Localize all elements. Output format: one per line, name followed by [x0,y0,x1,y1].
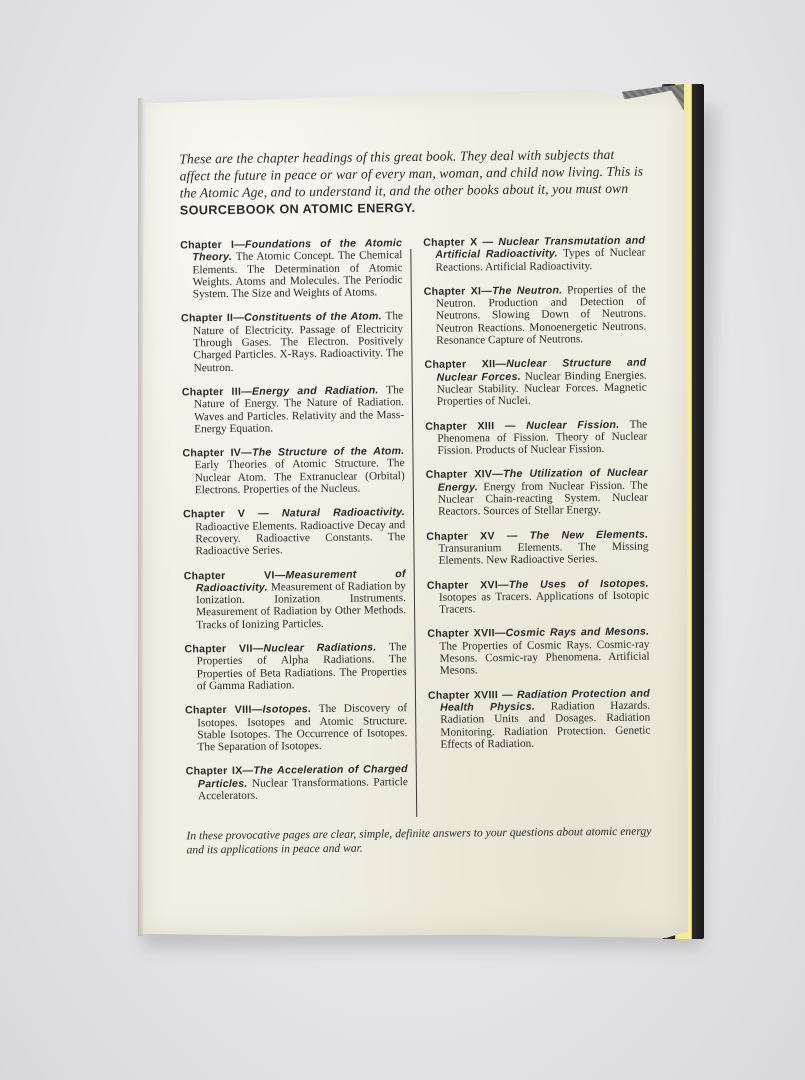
chapter-topics: Nuclear Transformations. Particle Accelerators. [197,775,408,803]
chapter-title: —Energy and Radiation. [241,384,379,398]
intro-text: These are the chapter headings of this great book. They deal with subjects that affect the future in peace or war of every man, woman, and child now living. This is the Atomic Age, and to understand it, and the other books about it, you must own [179,146,644,201]
chapter-entry [182,384,405,436]
chapter-title: —The Neutron. [481,284,563,298]
chapter-number: Chapter I [180,238,235,252]
chapter-entry [185,702,408,754]
chapter-topics: Radiation Hazards. Radiation Units and Dosages. Radiation Monitoring. Radiation Protection. Genetic Effects of Radiation. [440,699,651,751]
chapter-topics: The Phenomena of Fission. Theory of Nuclear Fission. Products of Nuclear Fission. [437,418,648,457]
chapter-entry [424,357,647,409]
chapter-entry [423,235,645,274]
intro-paragraph [179,146,645,220]
chapter-number: Chapter XVIII [427,688,499,702]
chapter-columns [180,235,651,820]
chapter-number: Chapter VIII [185,703,252,717]
chapter-number: Chapter X [423,236,478,249]
chapter-topics: Isotopes as Tracers. Applications of Isotopic Tracers. [438,589,650,616]
jacket-text-block [179,146,651,869]
chapter-number: Chapter XI [423,285,482,298]
chapter-entry [426,467,649,519]
chapter-topics: Radioactive Elements. Radioactive Decay and Recovery. Radioactive Constants. The Radioactive Series. [195,518,406,558]
chapter-title: —Isotopes. [251,703,312,716]
chapter-title: — The New Elements. [494,528,649,542]
chapter-title: —Foundations of the Atomic Theory. [192,237,403,264]
chapter-number: Chapter VI [183,569,275,582]
chapter-topics: The Properties of Cosmic Rays. Cosmic-ray Mesons. Cosmic-ray Phenomena. Artificial Mesons. [439,638,650,678]
chapter-column-right [411,235,651,817]
chapter-entry [427,577,649,616]
jacket-left-edge-shading [138,98,144,936]
chapter-title: — Nuclear Fission. [494,418,620,432]
chapter-title: —Constituents of the Atom. [233,310,382,325]
chapter-title: — Natural Radioactivity. [245,506,406,521]
chapter-title: —The Acceleration of Charged Particles. [197,763,408,790]
chapter-topics: The Nature of Energy. The Nature of Radiation. Waves and Particles. Relativity and the Mass-Energy Equation. [193,384,405,436]
chapter-topics: The Discovery of Isotopes. Isotopes and Atomic Structure. Stable Isotopes. The Occurrence of Isotopes. The Separation of Isotopes. [197,702,408,754]
chapter-title: —Measurement of Radioactivity. [195,567,406,595]
book-title: SOURCEBOOK ON ATOMIC ENERGY. [179,200,416,218]
chapter-number: Chapter II [180,312,234,325]
chapter-title: —Nuclear Structure and Nuclear Forces. [436,356,647,384]
chapter-entry [427,626,650,678]
chapter-topics: The Nature of Electricity. Passage of Electricity Through Gases. The Electron. Positively Charged Particles. X-Rays. Radioactivity. The Neutron. [193,310,404,374]
chapter-topics: The Atomic Concept. The Chemical Elements. The Determination of Atomic Weights. Atoms and Molecules. The Periodic System. The Size and Weights of Atoms. [192,249,403,301]
chapter-entry [182,445,405,497]
chapter-number: Chapter V [183,508,246,521]
chapter-number: Chapter XV [426,529,495,543]
chapter-number: Chapter VII [184,642,253,656]
chapter-entry [180,237,403,301]
chapter-entry [183,506,406,558]
chapter-number: Chapter XVI [426,578,499,592]
chapter-number: Chapter III [181,385,242,399]
chapter-title: — Radiation Protection and Health Physics. [440,687,651,714]
chapter-number: Chapter IX [185,765,243,778]
chapter-title: —The Utilization of Nuclear Energy. [437,467,648,494]
chapter-topics: Transuranium Elements. The Missing Elements. New Radioactive Series. [438,540,649,567]
chapter-topics: Early Theories of Atomic Structure. The Nuclear Atom. The Extranuclear (Orbital) Electrons. Properties of the Nucleus. [194,457,405,497]
chapter-topics: Properties of the Neutron. Production and Detection of Neutrons. Slowing Down of Neutrons. Neutron Reactions. Monoenergetic Neutrons. Resonance Capture of Neutrons. [435,283,647,347]
chapter-topics: Energy from Nuclear Fission. The Nuclear Chain-reacting System. Nuclear Reactors. Sources of Stellar Energy. [437,479,648,519]
chapter-entry [181,311,404,375]
chapter-entry [186,763,408,802]
chapter-title: — Nuclear Transmutation and Artificial Radioactivity. [435,234,646,262]
chapter-topics: Nuclear Binding Energies. Nuclear Stability. Nuclear Forces. Magnetic Properties of Nuclei. [436,369,647,409]
chapter-number: Chapter IV [182,446,242,460]
chapter-entry [428,687,651,751]
chapter-entry [184,641,407,693]
chapter-title: —Cosmic Rays and Mesons. [494,625,650,640]
chapter-topics: The Properties of Alpha Radiations. The Properties of Beta Radiations. The Properties of Gamma Radiation. [196,641,407,693]
chapter-number: Chapter XII [424,358,496,372]
chapter-topics: Measurement of Radiation by Ionization. Ionization Instruments. Measurement of Radiation by Other Methods. Tracks of Ionizing Particles. [195,579,407,632]
chapter-topics: Types of Nuclear Reactions. Artificial Radioactivity. [435,246,646,274]
chapter-entry [184,568,407,632]
chapter-title: —The Uses of Isotopes. [497,577,649,591]
chapter-number: Chapter XIII [425,419,495,433]
chapter-number: Chapter XVII [427,627,495,641]
chapter-entry [426,528,648,567]
chapter-title: —Nuclear Radiations. [252,641,377,655]
chapter-heading [185,703,311,716]
chapter-title: —The Structure of the Atom. [241,445,405,459]
chapter-number: Chapter XIV [425,468,493,482]
chapter-column-left [180,237,416,819]
chapter-heading [424,284,563,297]
chapter-entry [424,283,647,347]
outro-paragraph: In these provocative pages are clear, simple, definite answers to your questions about atomic energy and its applications in peace and war. [186,824,652,857]
chapter-entry [425,418,647,457]
